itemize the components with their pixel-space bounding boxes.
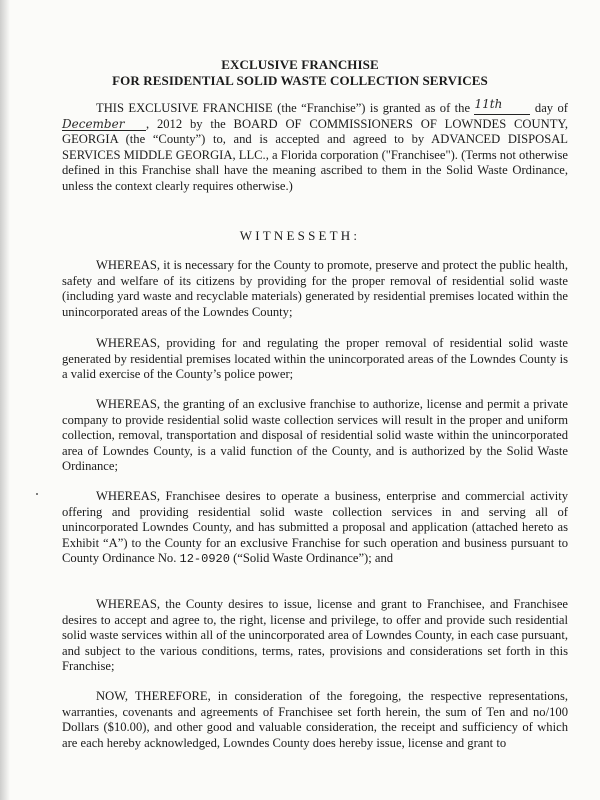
now-therefore-text: NOW, THEREFORE, in consideration of the foregoing, the respective representations, warranties, covenants and agreements of Franchisee set forth herein, the sum of Ten and no/100 Dollars ($10.00), and other good and valuable consideration, the receipt and sufficiency of which are each hereby acknowledged, Lowndes County does hereby issue, license and grant to bbox=[62, 689, 568, 750]
now-therefore-paragraph bbox=[62, 689, 568, 751]
ordinance-number: 12-0920 bbox=[179, 552, 230, 567]
witnesseth-heading: WITNESSETH: bbox=[239, 228, 361, 243]
whereas-text-4-part-2: (“Solid Waste Ordinance”); and bbox=[229, 551, 394, 566]
whereas-text-3: WHEREAS, the granting of an exclusive franchise to authorize, license and permit a private company to provide residential solid waste collection services will result in the proper and uniform collection, removal, transportation and disposal of residential solid waste within the unincorporated area of Lowndes County, is a valid function of the County, and is authorized by the Solid Waste Ordinance; bbox=[62, 397, 568, 474]
whereas-paragraph-5 bbox=[62, 597, 568, 675]
whereas-paragraph-4 bbox=[62, 489, 568, 568]
intro-text-part-2: day of bbox=[530, 101, 568, 115]
document-title-line-1: EXCLUSIVE FRANCHISE bbox=[221, 57, 379, 72]
month-blank bbox=[62, 118, 146, 131]
handwritten-day: 11th bbox=[474, 97, 503, 111]
whereas-text-1: WHEREAS, it is necessary for the County to promote, preserve and protect the public health, safety and welfare of its citizens by providing for the proper removal of residential solid waste (including yard waste and recyclable materials) generated by residential premises located within the unincorporated areas of the Lowndes County; bbox=[62, 258, 568, 319]
whereas-paragraph-2 bbox=[62, 336, 568, 383]
whereas-paragraph-1 bbox=[62, 258, 568, 320]
whereas-text-2: WHEREAS, providing for and regulating the proper removal of residential solid waste generated by residential premises located within the unincorporated areas of the Lowndes County is a valid exercise of the County’s police power; bbox=[62, 336, 568, 382]
intro-paragraph bbox=[62, 97, 568, 195]
intro-text-part-3: , 2012 by the BOARD OF COMMISSIONERS OF LOWNDES COUNTY, GEORGIA (the “County”) to, and is accepted and agreed to by ADVANCED DISPOSAL SERVICES MIDDLE GEORGIA, LLC., a Florida corporation ("Franchisee"). (Terms not otherwise defined in this Franchise shall have the meaning ascribed to them in the Solid Waste Ordinance, unless the context clearly requires otherwise.) bbox=[62, 116, 568, 193]
whereas-paragraph-3 bbox=[62, 397, 568, 475]
scan-edge-shadow bbox=[0, 0, 10, 800]
whereas-text-5: WHEREAS, the County desires to issue, license and grant to Franchisee, and Franchisee desires to accept and agree to, the right, license and privilege, to offer and provide such residential solid waste services within all of the unincorporated area of Lowndes County, in each case pursuant, and subject to the various conditions, terms, rates, provisions and considerations set forth in this Franchise; bbox=[62, 597, 568, 674]
document-title-line-2: FOR RESIDENTIAL SOLID WASTE COLLECTION SERVICES bbox=[112, 73, 488, 88]
scan-speck bbox=[36, 493, 38, 495]
day-blank bbox=[474, 97, 530, 115]
handwritten-month: December bbox=[62, 116, 125, 131]
whereas-text-4-part-1: WHEREAS, Franchisee desires to operate a business, enterprise and commercial activity offering and providing residential solid waste collection services in and serving all of unincorporated Lowndes County, and has submitted a proposal and application (attached hereto as Exhibit “A”) to the County for an exclusive Franchise for such operation and business pursuant to County Ordinance No. bbox=[62, 489, 568, 566]
intro-text-part-1: THIS EXCLUSIVE FRANCHISE (the “Franchise”) is granted as of the bbox=[96, 101, 475, 115]
